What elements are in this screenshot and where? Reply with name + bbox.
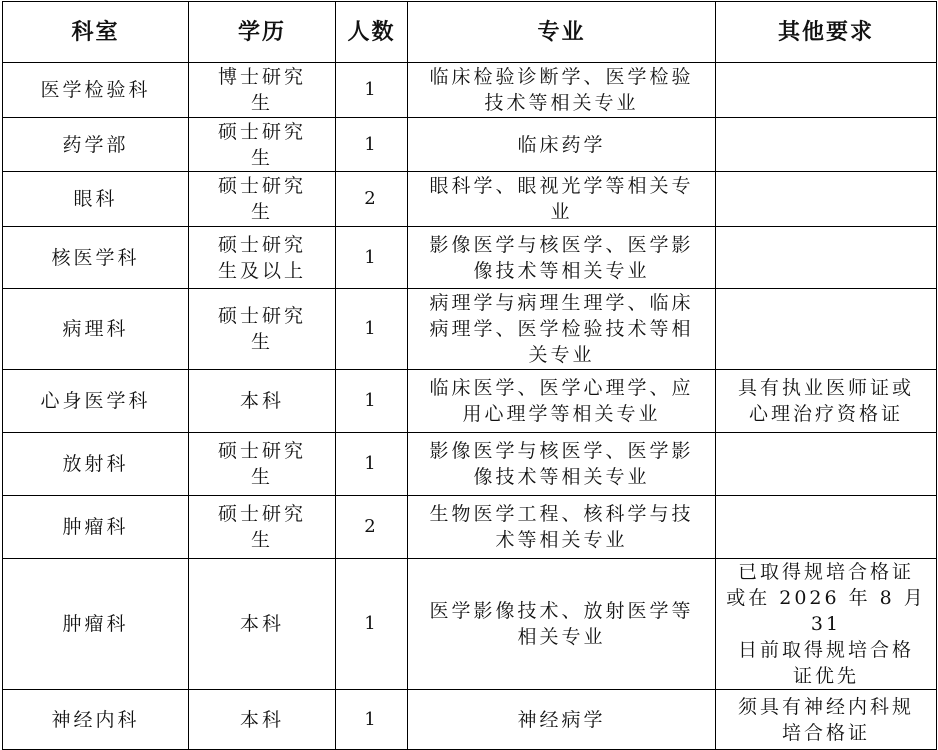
department-cell: 肿瘤科 (3, 559, 189, 690)
table-row (3, 690, 937, 750)
count-cell: 2 (336, 496, 408, 559)
education-cell: 硕士研究 生 (189, 289, 336, 370)
education-cell: 硕士研究 生 (189, 496, 336, 559)
table-row (3, 496, 937, 559)
count-cell: 1 (336, 559, 408, 690)
count-cell: 1 (336, 289, 408, 370)
count-cell: 1 (336, 63, 408, 118)
other-requirements-cell: 具有执业医师证或 心理治疗资格证 (716, 370, 937, 433)
other-requirements-cell (716, 227, 937, 289)
major-cell: 临床药学 (408, 118, 716, 172)
count-cell: 1 (336, 690, 408, 750)
major-cell: 临床医学、医学心理学、应 用心理学等相关专业 (408, 370, 716, 433)
recruitment-table (2, 1, 937, 750)
major-cell: 医学影像技术、放射医学等 相关专业 (408, 559, 716, 690)
header-major: 专业 (408, 2, 716, 63)
header-education: 学历 (189, 2, 336, 63)
education-cell: 硕士研究 生 (189, 172, 336, 227)
education-cell: 硕士研究 生 (189, 433, 336, 496)
count-cell: 2 (336, 172, 408, 227)
education-cell: 博士研究 生 (189, 63, 336, 118)
education-cell: 硕士研究 生及以上 (189, 227, 336, 289)
major-cell: 临床检验诊断学、医学检验 技术等相关专业 (408, 63, 716, 118)
department-cell: 眼科 (3, 172, 189, 227)
education-cell: 硕士研究 生 (189, 118, 336, 172)
education-cell: 本科 (189, 690, 336, 750)
other-requirements-cell (716, 433, 937, 496)
table-row (3, 289, 937, 370)
count-cell: 1 (336, 433, 408, 496)
major-cell: 病理学与病理生理学、临床 病理学、医学检验技术等相 关专业 (408, 289, 716, 370)
table-row (3, 433, 937, 496)
count-cell: 1 (336, 227, 408, 289)
education-cell: 本科 (189, 559, 336, 690)
other-requirements-cell (716, 118, 937, 172)
major-cell: 神经病学 (408, 690, 716, 750)
table-row (3, 559, 937, 690)
table-row (3, 172, 937, 227)
header-other-requirements: 其他要求 (716, 2, 937, 63)
department-cell: 神经内科 (3, 690, 189, 750)
major-cell: 生物医学工程、核科学与技 术等相关专业 (408, 496, 716, 559)
department-cell: 医学检验科 (3, 63, 189, 118)
other-requirements-cell (716, 289, 937, 370)
other-requirements-cell (716, 172, 937, 227)
count-cell: 1 (336, 118, 408, 172)
department-cell: 心身医学科 (3, 370, 189, 433)
table-row (3, 118, 937, 172)
header-department: 科室 (3, 2, 189, 63)
other-requirements-cell: 已取得规培合格证 或在 2026 年 8 月 31 日前取得规培合格 证优先 (716, 559, 937, 690)
department-cell: 放射科 (3, 433, 189, 496)
education-cell: 本科 (189, 370, 336, 433)
department-cell: 肿瘤科 (3, 496, 189, 559)
other-requirements-cell (716, 63, 937, 118)
other-requirements-cell (716, 496, 937, 559)
major-cell: 影像医学与核医学、医学影 像技术等相关专业 (408, 433, 716, 496)
header-row (3, 2, 937, 63)
header-count: 人数 (336, 2, 408, 63)
table-row (3, 370, 937, 433)
table-row (3, 227, 937, 289)
major-cell: 影像医学与核医学、医学影 像技术等相关专业 (408, 227, 716, 289)
table-row (3, 63, 937, 118)
department-cell: 药学部 (3, 118, 189, 172)
department-cell: 病理科 (3, 289, 189, 370)
department-cell: 核医学科 (3, 227, 189, 289)
count-cell: 1 (336, 370, 408, 433)
other-requirements-cell: 须具有神经内科规 培合格证 (716, 690, 937, 750)
major-cell: 眼科学、眼视光学等相关专 业 (408, 172, 716, 227)
